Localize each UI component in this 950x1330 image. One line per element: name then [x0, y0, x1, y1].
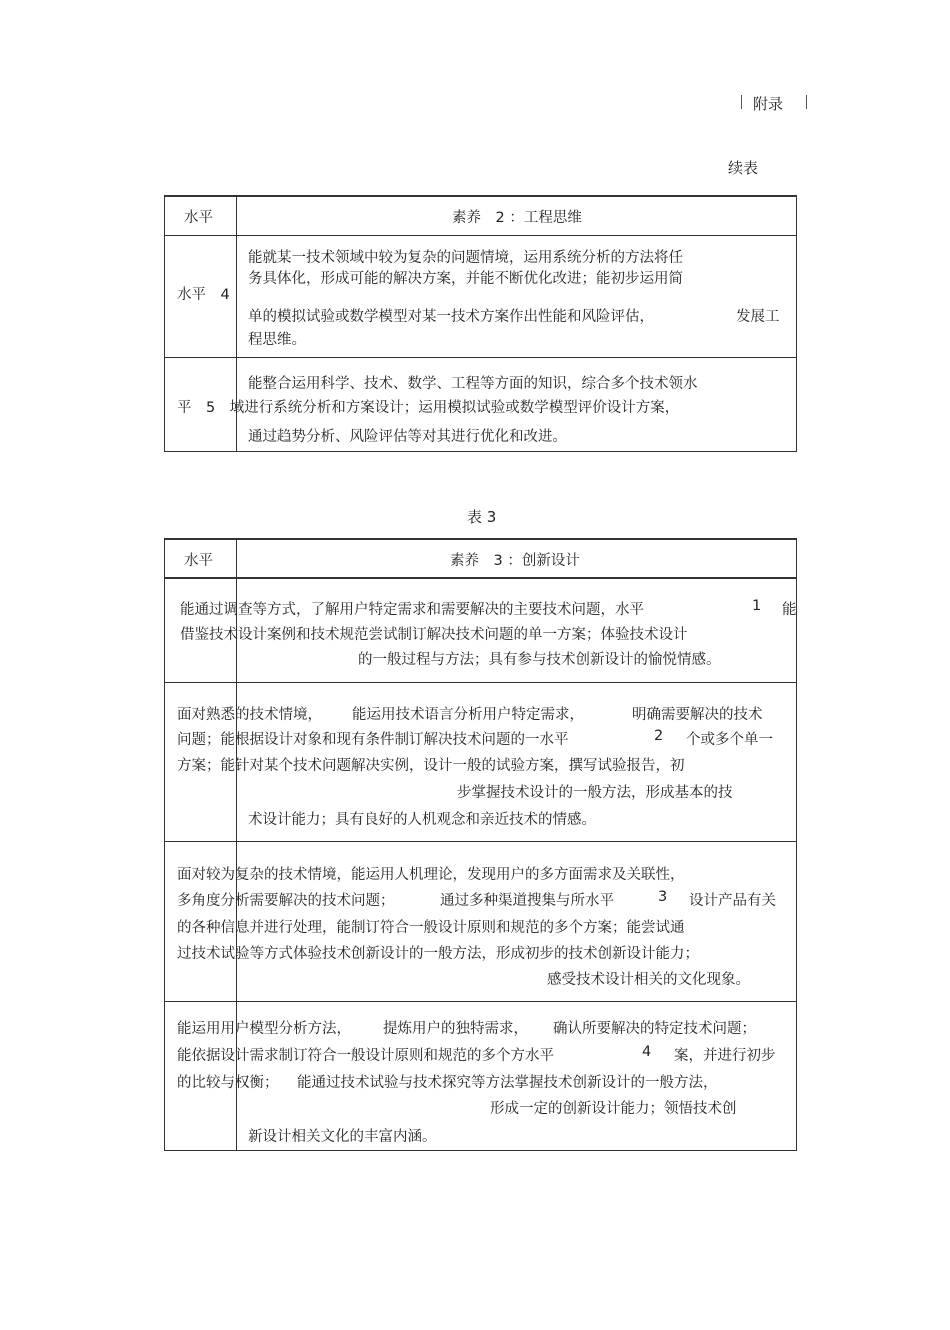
table1-row4-line4: 程思维。	[248, 332, 306, 348]
table1-border-top	[164, 195, 797, 197]
table3-row3-line2-tail: 设计产品有关	[689, 893, 776, 909]
table3-row2-line4: 步掌握技术设计的一般方法，形成基本的技	[457, 785, 733, 801]
table3-row1-line3: 的一般过程与方法；具有参与技术创新设计的愉悦情感。	[358, 652, 721, 668]
table3-header-title: 素养 3 ：创新设计	[450, 553, 580, 569]
table3-row2-level-number: 2	[654, 728, 664, 744]
header-divider-left	[741, 95, 742, 109]
table1-row4-line3: 单的模拟试验或数学模型对某一技术方案作出性能和风险评估，	[248, 309, 654, 325]
table3-row3-level-number: 3	[658, 889, 668, 905]
table3-row3-line3: 的各种信息并进行处理，能制订符合一般设计原则和规范的多个方案；能尝试通	[177, 920, 685, 936]
table3-row3-line4: 过技术试验等方式体验技术创新设计的一般方法，形成初步的技术创新设计能力；	[177, 946, 699, 962]
table1-row4-line2: 务具体化，形成可能的解决方案，并能不断优化改进；能初步运用简	[248, 271, 683, 287]
table3-border-right	[796, 538, 797, 1151]
table3-border-top	[164, 538, 797, 540]
table1-border-right	[796, 195, 797, 452]
table3-row1-line1: 能通过调查等方式，了解用户特定需求和需要解决的主要技术问题，水平	[180, 602, 644, 618]
table3-row4-line1-b: 提炼用户的独特需求，	[383, 1021, 528, 1037]
table3-border-left	[164, 538, 165, 1151]
table1-row4-level: 水平 4	[177, 287, 230, 303]
table3-row2-line1-a: 面对熟悉的技术情境，	[177, 707, 322, 723]
table1-row5-line3: 通过趋势分析、风险评估等对其进行优化和改进。	[248, 429, 567, 445]
table1-row5-line1: 能整合运用科学、技术、数学、工程等方面的知识，综合多个技术领水	[248, 376, 698, 392]
table3-row2-line1-c: 明确需要解决的技术	[632, 707, 763, 723]
table1-header-title: 素养 2 ：工程思维	[452, 210, 582, 226]
table3-border-bottom	[164, 1150, 797, 1151]
table3-row3-line1: 面对较为复杂的技术情境，能运用人机理论，发现用户的多方面需求及关联性，	[177, 867, 685, 883]
table1-row5-line2: 平 5 域进行系统分析和方案设计；运用模拟试验或数学模型评价设计方案，	[177, 400, 680, 416]
table1-caption: 续表	[728, 159, 759, 177]
table3-row3-line2-a: 多角度分析需要解决的技术问题；	[177, 893, 395, 909]
table1-header-level: 水平	[184, 210, 213, 226]
table3-row2-line5: 术设计能力；具有良好的人机观念和亲近技术的情感。	[248, 812, 596, 828]
header-divider-right	[806, 95, 807, 109]
table3-row4-line2-tail: 案，并进行初步	[674, 1048, 776, 1064]
table3-row2-line2: 问题；能根据设计对象和现有条件制订解决技术问题的一水平	[177, 732, 569, 748]
table3-border-row2	[164, 841, 797, 842]
table3-caption: 表 3	[467, 508, 497, 526]
table3-border-row1	[164, 682, 797, 683]
table3-header-level: 水平	[184, 553, 213, 569]
table3-border-header	[164, 577, 797, 579]
table3-border-row3	[164, 1001, 797, 1002]
section-label: 附录	[753, 95, 784, 113]
table3-row1-level-number: 1	[752, 598, 762, 614]
table1-border-left	[164, 195, 165, 452]
table3-row4-line3-a: 的比较与权衡；	[177, 1075, 279, 1091]
table3-row1-line1-tail: 能	[782, 602, 797, 618]
table1-border-bottom	[164, 451, 797, 452]
table3-row1-line2: 借鉴技术设计案例和技术规范尝试制订解决技术问题的单一方案；体验技术设计	[180, 627, 688, 643]
table3-row4-line4: 形成一定的创新设计能力；领悟技术创	[490, 1101, 737, 1117]
table3-row4-line3-b: 能通过技术试验与技术探究等方法掌握技术创新设计的一般方法，	[297, 1075, 718, 1091]
table3-row4-line2: 能依据设计需求制订符合一般设计原则和规范的多个方水平	[177, 1048, 554, 1064]
table3-row2-line3: 方案；能针对某个技术问题解决实例，设计一般的试验方案，撰写试验报告，初	[177, 758, 685, 774]
table1-row4-line1: 能就某一技术领域中较为复杂的问题情境，运用系统分析的方法将任	[248, 250, 683, 266]
table3-row4-level-number: 4	[642, 1044, 652, 1060]
table3-row4-line1-c: 确认所要解决的特定技术问题；	[553, 1021, 756, 1037]
table3-row2-line1-b: 能运用技术语言分析用户特定需求，	[352, 707, 584, 723]
table1-border-row	[164, 357, 797, 358]
table3-row4-line5: 新设计相关文化的丰富内涵。	[248, 1129, 437, 1145]
table1-border-header	[164, 235, 797, 236]
table3-row4-line1-a: 能运用用户模型分析方法，	[177, 1021, 351, 1037]
table3-row2-line2-tail: 个或多个单一	[686, 732, 773, 748]
table1-row4-line3-tail: 发展工	[736, 309, 780, 325]
table3-row3-line2-b: 通过多种渠道搜集与所水平	[440, 893, 614, 909]
table3-row3-line5: 感受技术设计相关的文化现象。	[547, 972, 750, 988]
